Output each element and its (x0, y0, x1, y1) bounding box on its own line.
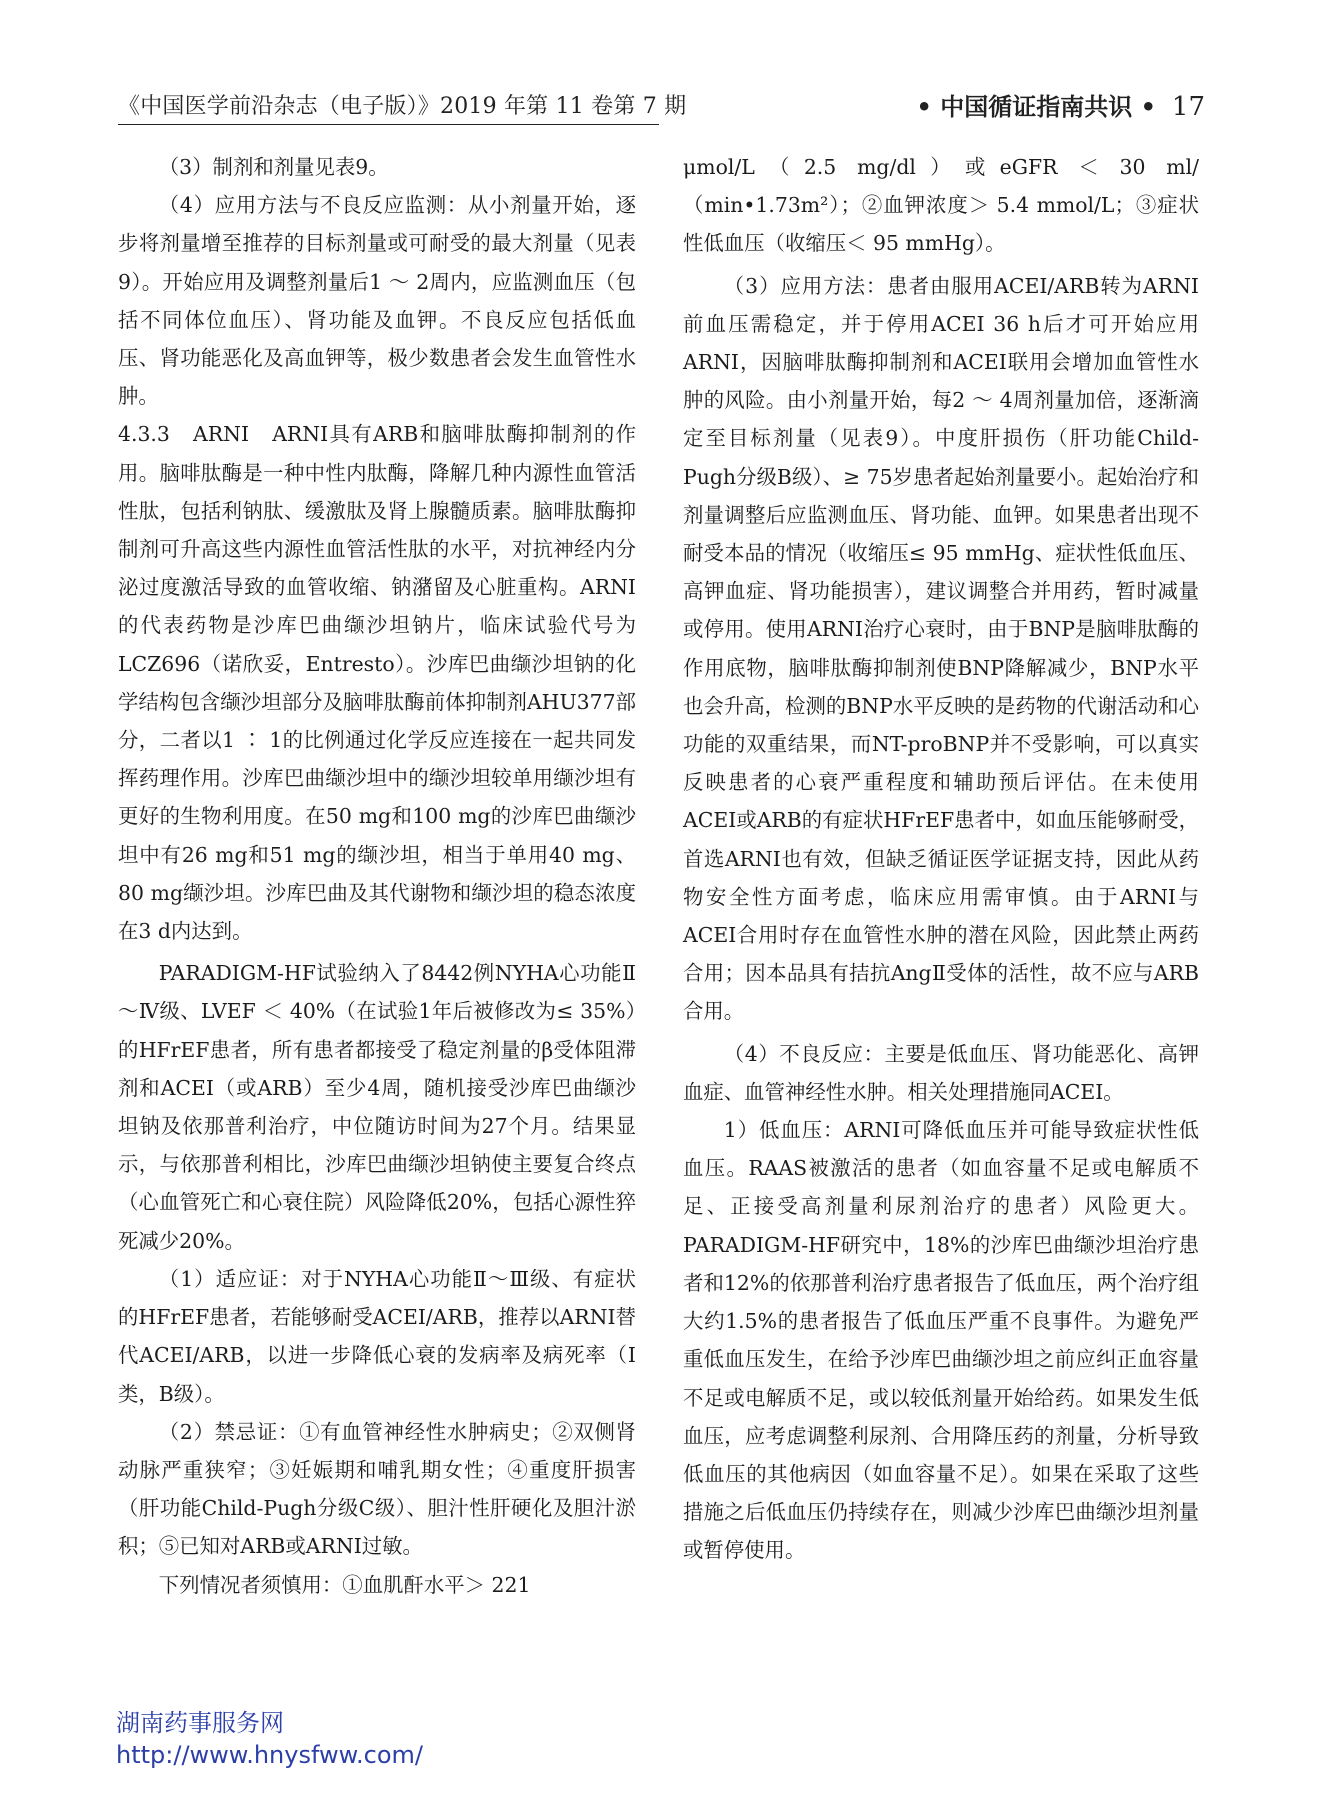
paragraph: （2）禁忌证：①有血管神经性水肿病史；②双侧肾动脉严重狭窄；③妊娠期和哺乳期女性；④重度肝损害（肝功能Child-Pugh分级C级）、胆汁性肝硬化及胆汁淤积；⑤已知对ARB或ARNI过敏。 (118, 1419, 636, 1559)
section-title: • 中国循证指南共识 • (916, 93, 1156, 121)
paragraph: （1）适应证：对于NYHA心功能Ⅱ～Ⅲ级、有症状的HFrEF患者，若能够耐受ACEI/ARB，推荐以ARNI替代ACEI/ARB，以进一步降低心衰的发病率及病死率（Ⅰ类，B级）。 (118, 1266, 636, 1406)
paragraph: 下列情况者须慎用：①血肌酐水平＞ 221 (158, 1572, 531, 1597)
right-column (683, 148, 1199, 1570)
watermark-site-name: 湖南药事服务网 (116, 1709, 284, 1737)
paragraph: （4）应用方法与不良反应监测：从小剂量开始，逐步将剂量增至推荐的目标剂量或可耐受的最大剂量（见表9）。开始应用及调整剂量后1 ～ 2周内，应监测血压（包括不同体位血压）、肾功能及血钾。不良反应包括低血压、肾功能恶化及高血钾等，极少数患者会发生血管性水肿。 (118, 193, 636, 409)
paragraph: （4）不良反应：主要是低血压、肾功能恶化、高钾血症、血管神经性水肿。相关处理措施同ACEI。 (683, 1041, 1199, 1104)
paragraph-continued: μmol/L（2.5 mg/dl）或eGFR ＜ 30 ml/（min•1.73m²）；②血钾浓度＞ 5.4 mmol/L；③症状性低血压（收缩压＜ 95 mmHg）。 (683, 155, 1199, 256)
watermark-url[interactable]: http://www.hnysfww.com/ (116, 1741, 424, 1769)
watermark (116, 1707, 423, 1771)
section-4-3-3-paragraph: 4.3.3 ARNI ARNI具有ARB和脑啡肽酶抑制剂的作用。脑啡肽酶是一种中性内肽酶，降解几种内源性血管活性肽，包括利钠肽、缓激肽及肾上腺髓质素。脑啡肽酶抑制剂可升高这些内源性血管活性肽的水平，对抗神经内分泌过度激活导致的血管收缩、钠潴留及心脏重构。ARNI的代表药物是沙库巴曲缬沙坦钠片，临床试验代号为LCZ696（诺欣妥，Entresto）。沙库巴曲缬沙坦钠的化学结构包含缬沙坦部分及脑啡肽酶前体抑制剂AHU377部分，二者以1 ∶ 1的比例通过化学反应连接在一起共同发挥药理作用。沙库巴曲缬沙坦中的缬沙坦较单用缬沙坦有更好的生物利用度。在50 mg和100 mg的沙库巴曲缬沙坦中有26 mg和51 mg的缬沙坦，相当于单用40 mg、80 mg缬沙坦。沙库巴曲及其代谢物和缬沙坦的稳态浓度在3 d内达到。 (118, 422, 636, 944)
journal-title: 《中国医学前沿杂志（电子版）》2019 年第 11 卷第 7 期 (118, 94, 687, 119)
paragraph: （3）应用方法：患者由服用ACEI/ARB转为ARNI前血压需稳定，并于停用ACEI 36 h后才可开始应用ARNI，因脑啡肽酶抑制剂和ACEI联用会增加血管性水肿的风险。由小剂量开始，每2 ～ 4周剂量加倍，逐渐滴定至目标剂量（见表9）。中度肝损伤（肝功能Child-Pugh分级B级）、≥ 75岁患者起始剂量要小。起始治疗和剂量调整后应监测血压、肾功能、血钾。如果患者出现不耐受本品的情况（收缩压≤ 95 mmHg、症状性低血压、高钾血症、肾功能损害），建议调整合并用药，暂时减量或停用。使用ARNI治疗心衰时，由于BNP是脑啡肽酶的作用底物，脑啡肽酶抑制剂使BNP降解减少，BNP水平也会升高，检测的BNP水平反映的是药物的代谢活动和心功能的双重结果，而NT-proBNP并不受影响，可以真实反映患者的心衰严重程度和辅助预后评估。在未使用ACEI或ARB的有症状HFrEF患者中，如血压能够耐受，首选ARNI也有效，但缺乏循证医学证据支持，因此从药物安全性方面考虑，临床应用需审慎。由于ARNI与ACEI合用时存在血管性水肿的潜在风险，因此禁止两药合用；因本品具有拮抗AngⅡ受体的活性，故不应与ARB合用。 (683, 273, 1199, 1024)
page-number: 17 (1171, 92, 1205, 122)
paragraph: （3）制剂和剂量见表9。 (158, 155, 389, 179)
paragraph: 1）低血压：ARNI可降低血压并可能导致症状性低血压。RAAS被激活的患者（如血容量不足或电解质不足、正接受高剂量利尿剂治疗的患者）风险更大。PARADIGM-HF研究中，18%的沙库巴曲缬沙坦治疗患者和12%的依那普利治疗患者报告了低血压，两个治疗组大约1.5%的患者报告了低血压严重不良事件。为避免严重低血压发生，在给予沙库巴曲缬沙坦之前应纠正血容量不足或电解质不足，或以较低剂量开始给药。如果发生低血压，应考虑调整利尿剂、合用降压药的剂量，分析导致低血压的其他病因（如血容量不足）。如果在采取了这些措施之后低血压仍持续存在，则减少沙库巴曲缬沙坦剂量或暂停使用。 (683, 1118, 1199, 1563)
left-column (118, 148, 636, 1604)
section-header (917, 87, 1205, 122)
paragraph: PARADIGM-HF试验纳入了8442例NYHA心功能Ⅱ～Ⅳ级、LVEF ＜ 40%（在试验1年后被修改为≤ 35%）的HFrEF患者，所有患者都接受了稳定剂量的β受体阻滞剂和ACEI（或ARB）至少4周，随机接受沙库巴曲缬沙坦钠及依那普利治疗，中位随访时间为27个月。结果显示，与依那普利相比，沙库巴曲缬沙坦钠使主要复合终点（心血管死亡和心衰住院）风险降低20%，包括心源性猝死减少20%。 (118, 961, 636, 1253)
header-rule (118, 124, 659, 125)
